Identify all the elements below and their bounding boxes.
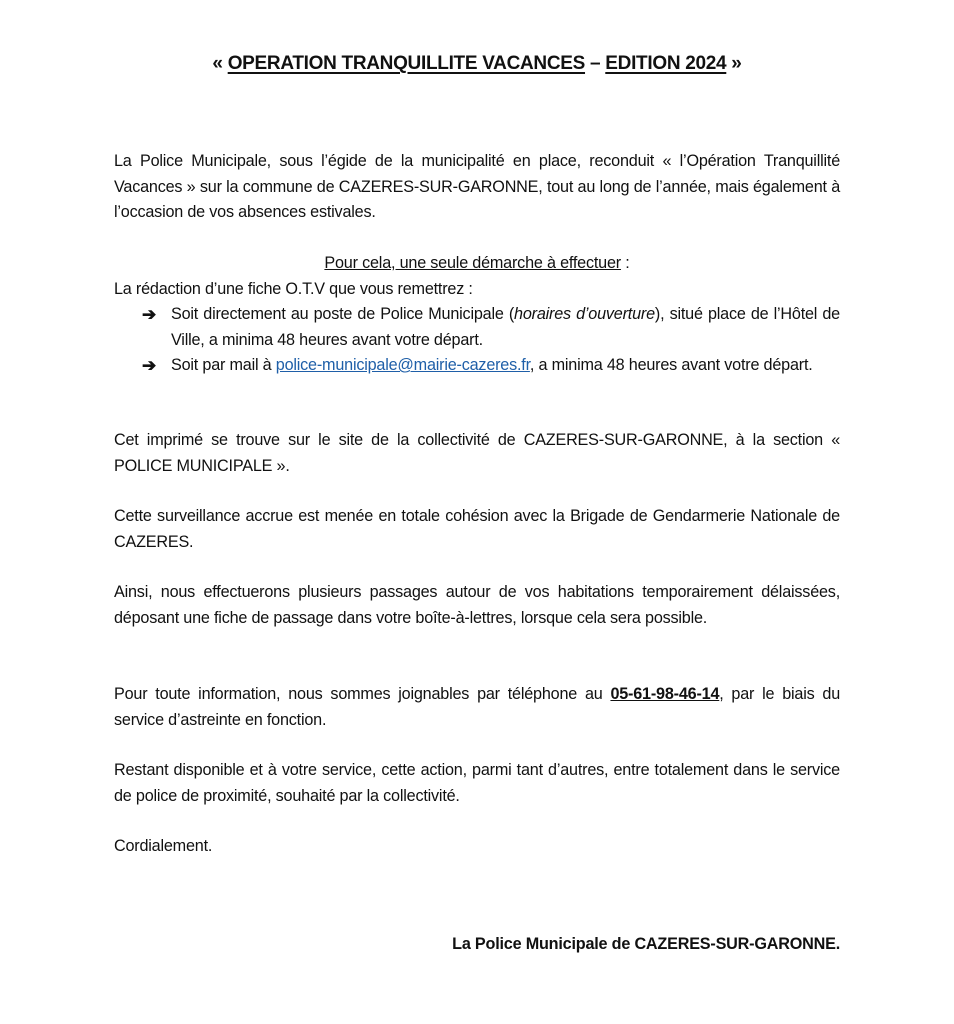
bullet2-text-end: , a minima 48 heures avant votre départ. bbox=[529, 356, 813, 374]
title-operation: OPERATION TRANQUILLITE VACANCES bbox=[227, 53, 586, 74]
site-paragraph: Cet imprimé se trouve sur le site de la collectivité de CAZERES-SUR-GARONNE, à la section « POLICE MUNICIPALE ». bbox=[114, 431, 840, 475]
procedure-heading bbox=[114, 251, 840, 277]
contact-text-start: Pour toute information, nous sommes joignables par téléphone au bbox=[114, 685, 611, 703]
title-edition: EDITION 2024 bbox=[605, 53, 727, 74]
bullet1-text-end: ), situé place de l’Hôtel de Ville, a minima 48 heures avant votre départ. bbox=[171, 305, 840, 349]
procedure-heading-colon: : bbox=[620, 254, 630, 272]
passages-paragraph: Ainsi, nous effectuerons plusieurs passages autour de vos habitations temporairement délaissées, déposant une fiche de passage dans votre boîte-à-lettres, lorsque cela sera possible. bbox=[114, 583, 840, 627]
closing-text: Cordialement. bbox=[114, 837, 213, 855]
title-dash: – bbox=[590, 53, 601, 74]
title-open-quote: « bbox=[212, 53, 223, 74]
phone-number: 05-61-98-46-14 bbox=[610, 685, 720, 703]
email-link[interactable]: police-municipale@mairie-cazeres.fr bbox=[275, 356, 530, 374]
bullet1-text-start: Soit directement au poste de Police Municipale ( bbox=[171, 305, 515, 323]
procedure-section bbox=[114, 251, 840, 379]
procedure-heading-text: Pour cela, une seule démarche à effectuer bbox=[324, 254, 621, 272]
contact-paragraph bbox=[114, 682, 840, 733]
arrow-right-icon: ➔ bbox=[142, 356, 157, 375]
procedure-list bbox=[114, 302, 840, 379]
service-paragraph: Restant disponible et à votre service, cette action, parmi tant d’autres, entre totalement dans le service de police de proximité, souhaité par la collectivité. bbox=[114, 761, 840, 805]
opening-hours-text: horaires d’ouverture bbox=[514, 305, 655, 323]
bullet2-text-start: Soit par mail à bbox=[171, 356, 276, 374]
signature: La Police Municipale de CAZERES-SUR-GARONNE. bbox=[452, 935, 840, 953]
arrow-right-icon: ➔ bbox=[142, 305, 157, 324]
list-item bbox=[114, 353, 840, 379]
procedure-lead: La rédaction d’une fiche O.T.V que vous remettrez : bbox=[114, 279, 473, 298]
gendarmerie-paragraph: Cette surveillance accrue est menée en totale cohésion avec la Brigade de Gendarmerie Nationale de CAZERES. bbox=[114, 507, 840, 551]
intro-paragraph: La Police Municipale, sous l’égide de la municipalité en place, reconduit « l’Opération Tranquillité Vacances » sur la commune de CAZERES-SUR-GARONNE, tout au long de l’année, mais également à l’occasion de vos absences estivales. bbox=[114, 152, 840, 221]
title-close-quote: » bbox=[731, 53, 742, 74]
document-title bbox=[0, 53, 954, 75]
list-item bbox=[114, 302, 840, 353]
contact-text-end: , par le biais du service d’astreinte en fonction. bbox=[114, 685, 840, 729]
